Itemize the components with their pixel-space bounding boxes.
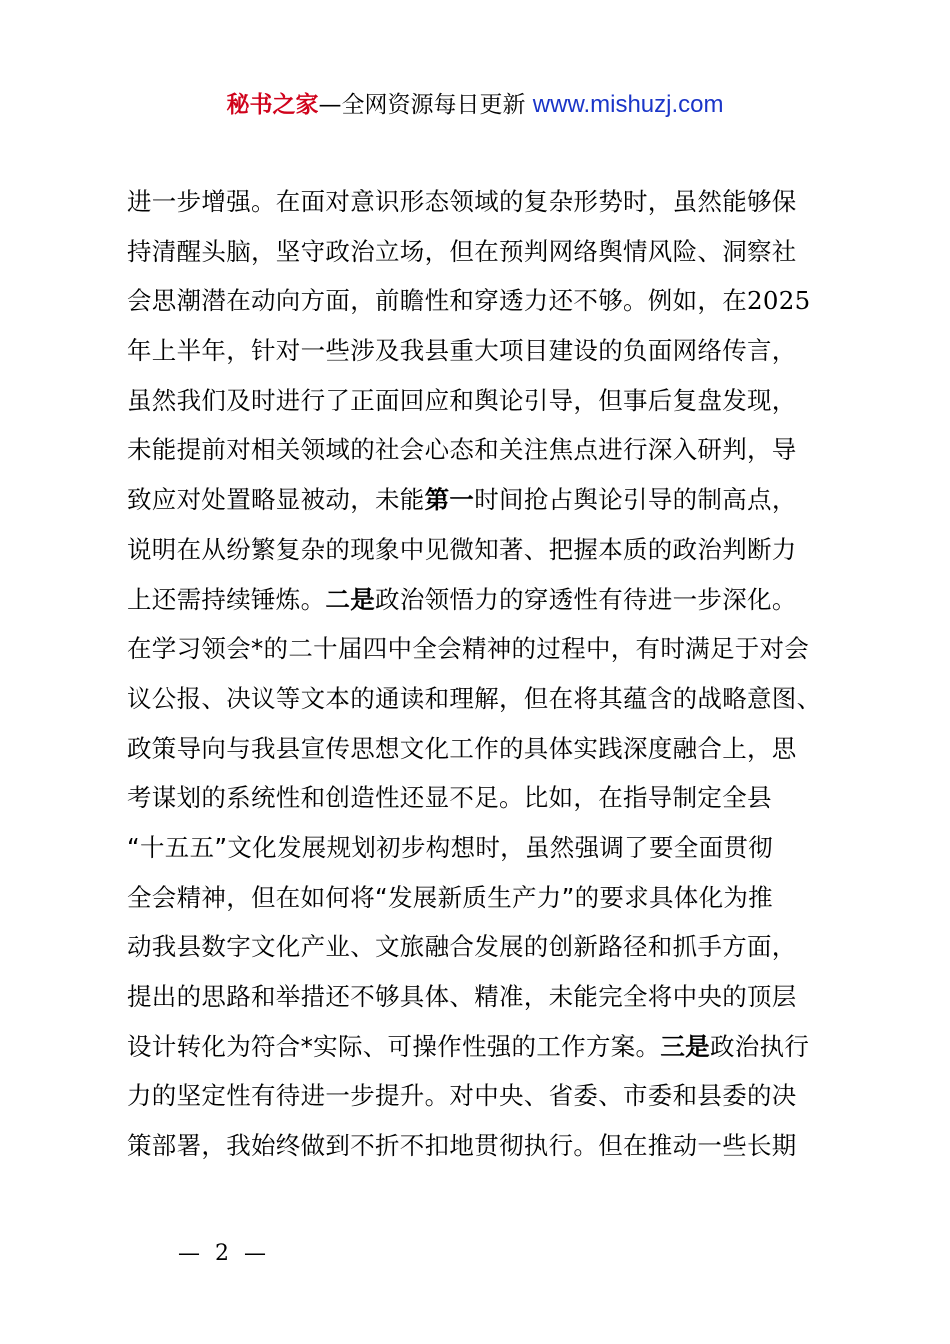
text-line: [127, 276, 847, 326]
bold-text: 第一: [424, 485, 475, 515]
brand-name: 秘书之家: [226, 92, 319, 118]
text-line: 动我县数字文化产业、文旅融合发展的创新路径和抓手方面，: [127, 932, 797, 962]
text-line: [127, 1022, 847, 1072]
text-line: “十五五”文化发展规划初步构想时，虽然强调了要全面贯彻: [127, 832, 773, 862]
section-marker: 三是: [660, 1031, 710, 1061]
text-line: 年上半年，针对一些涉及我县重大项目建设的负面网络传言，: [127, 336, 797, 366]
text-line: 未能提前对相关领域的社会心态和关注焦点进行深入研判，导: [127, 435, 797, 465]
text-span: 政治执行: [709, 1031, 810, 1061]
text-line: 说明在从纷繁复杂的现象中见微知著、把握本质的政治判断力: [127, 534, 797, 564]
text-line: 力的坚定性有待进一步提升。对中央、省委、市委和县委的决: [127, 1081, 797, 1111]
page-number: — 2 —: [178, 1241, 270, 1266]
text-span: 上还需持续锤炼。: [127, 584, 326, 614]
page-header: [0, 90, 950, 120]
section-marker: 二是: [325, 584, 376, 614]
text-line: 提出的思路和举措还不够具体、精准，未能完全将中央的顶层: [127, 982, 797, 1011]
header-url[interactable]: www.mishuzj.com: [532, 91, 724, 118]
text-span: 时间抢占舆论引导的制高点，: [474, 485, 797, 515]
text-line: 政策导向与我县宣传思想文化工作的具体实践深度融合上，思: [127, 733, 797, 763]
text-span: 致应对处置略显被动，未能: [127, 485, 425, 515]
text-line: 进一步增强。在面对意识形态领域的复杂形势时，虽然能够保: [127, 187, 797, 216]
year-number: 2025: [747, 286, 811, 316]
text-line: 持清醒头脑，坚守政治立场，但在预判网络舆情风险、洞察社: [127, 236, 797, 266]
text-span: 会思潮潜在动向方面，前瞻性和穿透力还不够。例如，在: [127, 286, 747, 316]
text-line: [127, 575, 847, 625]
text-line: 策部署，我始终做到不折不扣地贯彻执行。但在推动一些长期: [127, 1131, 797, 1161]
text-line: [127, 475, 847, 525]
text-line: 全会精神，但在如何将“发展新质生产力”的要求具体化为推: [127, 882, 773, 912]
text-line: 议公报、决议等文本的通读和理解，但在将其蕴含的战略意图、: [127, 683, 822, 713]
header-slogan: —全网资源每日更新: [318, 92, 533, 118]
text-span: 政治领悟力的穿透性有待进一步深化。: [375, 584, 797, 614]
text-line: 考谋划的系统性和创造性还显不足。比如，在指导制定全县: [127, 783, 772, 813]
text-line: 在学习领会*的二十届四中全会精神的过程中，有时满足于对会: [127, 634, 810, 664]
document-body: [127, 177, 847, 1171]
text-line: 虽然我们及时进行了正面回应和舆论引导，但事后复盘发现，: [127, 385, 797, 415]
text-span: 设计转化为符合*实际、可操作性强的工作方案。: [127, 1031, 661, 1061]
